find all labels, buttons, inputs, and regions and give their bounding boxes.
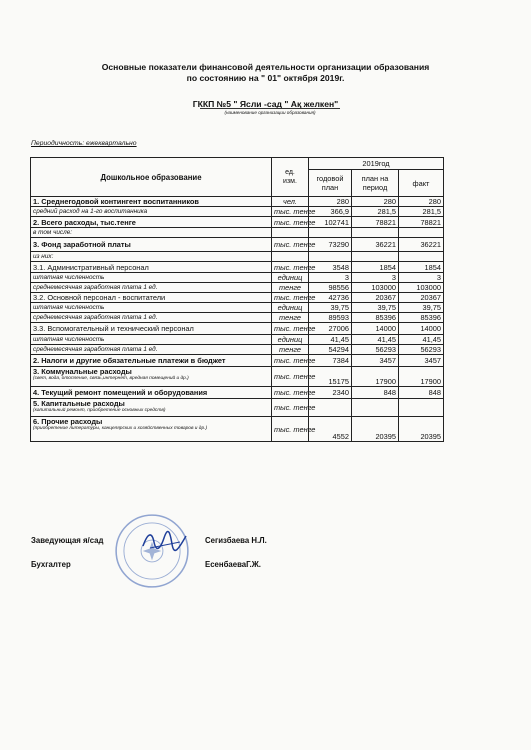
table-row [31, 323, 444, 335]
row-period-value: 20367 [352, 293, 399, 303]
row-period-value: 103000 [352, 283, 399, 293]
table-row [31, 273, 444, 283]
row-label: 3.1. Административный персонал [31, 262, 272, 273]
row-annual-value: 3 [309, 273, 352, 283]
table-header-row [31, 158, 444, 170]
row-fact-value: 103000 [399, 283, 444, 293]
row-annual-value: 280 [309, 197, 352, 207]
row-period-value: 3457 [352, 355, 399, 367]
row-fact-value: 20367 [399, 293, 444, 303]
table-row [31, 262, 444, 273]
row-unit: тыс. тенге [272, 238, 309, 252]
table-row [31, 293, 444, 303]
row-unit: тыс. тенге [272, 417, 309, 442]
row-fact-value: 36221 [399, 238, 444, 252]
row-fact-value [399, 252, 444, 262]
section-header: Дошкольное образование [31, 158, 272, 197]
title-line-1: Основные показатели финансовой деятельности организации образования [101, 62, 430, 72]
row-label: среднемесячная заработная плата 1 ед. [31, 313, 272, 323]
row-annual-value: 98556 [309, 283, 352, 293]
row-annual-value: 27006 [309, 323, 352, 335]
row-annual-value: 4552 [309, 417, 352, 442]
row-fact-value [399, 399, 444, 417]
row-unit: тенге [272, 345, 309, 355]
row-fact-value: 3 [399, 273, 444, 283]
head-name: Сегизбаева Н.Л. [205, 536, 267, 545]
row-fact-value: 41,45 [399, 335, 444, 345]
row-annual-value: 39,75 [309, 303, 352, 313]
table-row [31, 303, 444, 313]
row-label: 2. Всего расходы, тыс.тенге [31, 217, 272, 228]
row-annual-value: 73290 [309, 238, 352, 252]
table-row [31, 313, 444, 323]
row-fact-value: 85396 [399, 313, 444, 323]
table-row [31, 207, 444, 217]
row-unit: тыс. тенге [272, 399, 309, 417]
row-label [31, 399, 272, 417]
row-label: среднемесячная заработная плата 1 ед. [31, 283, 272, 293]
row-unit: единиц [272, 303, 309, 313]
row-period-value: 280 [352, 197, 399, 207]
row-fact-value: 280 [399, 197, 444, 207]
unit-header: ед. изм. [272, 158, 309, 197]
row-label: 3.2. Основной персонал - воспитатели [31, 293, 272, 303]
row-unit: тыс. тенге [272, 217, 309, 228]
row-label: в том числе: [31, 228, 272, 238]
row-period-value [352, 228, 399, 238]
table-body [31, 158, 444, 442]
row-label-note: (капитальный ремонт, приобретение основных средств) [33, 408, 166, 413]
row-label: из них: [31, 252, 272, 262]
row-fact-value: 20395 [399, 417, 444, 442]
row-label-note: (свет, вода, отопление, связь,интернет, вредная помещений и др.) [33, 376, 189, 381]
row-unit: тыс. тенге [272, 367, 309, 387]
accountant-name: ЕсенбаеваГ.Ж. [205, 560, 261, 569]
table-row [31, 417, 444, 442]
row-fact-value [399, 228, 444, 238]
table-row [31, 345, 444, 355]
row-unit: тыс. тенге [272, 293, 309, 303]
row-period-value: 17900 [352, 367, 399, 387]
row-unit: тыс. тенге [272, 355, 309, 367]
row-unit: тыс. тенге [272, 262, 309, 273]
row-period-value: 20395 [352, 417, 399, 442]
row-label-note: (приобретение литературы, канцелярских и хозяйственных товаров и др.) [33, 426, 208, 431]
row-period-value [352, 399, 399, 417]
table-row [31, 197, 444, 207]
table-row [31, 335, 444, 345]
row-period-value: 14000 [352, 323, 399, 335]
table-row [31, 228, 444, 238]
row-annual-value: 2340 [309, 387, 352, 399]
row-fact-value: 14000 [399, 323, 444, 335]
row-period-value: 848 [352, 387, 399, 399]
row-label: 3.3. Вспомогательный и технический персонал [31, 323, 272, 335]
organization-caption: (наименование организации образования) [200, 108, 340, 115]
row-period-value: 56293 [352, 345, 399, 355]
row-fact-value: 17900 [399, 367, 444, 387]
row-unit: чел. [272, 197, 309, 207]
accountant-title: Бухгалтер [31, 560, 71, 569]
periodicity-label: Периодичность: ежеквартально [31, 140, 137, 147]
organization-name: ГККП №5 " Ясли -сад " Ақ желкен" [192, 99, 339, 109]
row-fact-value: 78821 [399, 217, 444, 228]
row-annual-value: 41,45 [309, 335, 352, 345]
row-unit: тыс. тенге [272, 387, 309, 399]
fact-header: факт [399, 170, 444, 197]
row-label: 2. Налоги и другие обязательные платежи в бюджет [31, 355, 272, 367]
row-label: 1. Среднегодовой контингент воспитанников [31, 197, 272, 207]
table-row [31, 252, 444, 262]
table-row [31, 399, 444, 417]
financial-indicators-table [30, 157, 444, 442]
head-title: Заведующая я/сад [31, 536, 104, 545]
row-period-value: 78821 [352, 217, 399, 228]
row-annual-value [309, 252, 352, 262]
row-unit: тыс. тенге [272, 207, 309, 217]
handwritten-signature-icon [140, 528, 190, 554]
row-fact-value: 848 [399, 387, 444, 399]
row-label: 3. Фонд заработной платы [31, 238, 272, 252]
table-row [31, 283, 444, 293]
row-annual-value: 42736 [309, 293, 352, 303]
annual-plan-header: годовой план [309, 170, 352, 197]
row-label [31, 417, 272, 442]
row-fact-value: 56293 [399, 345, 444, 355]
row-period-value [352, 252, 399, 262]
row-unit [272, 252, 309, 262]
document-title [0, 62, 531, 84]
title-line-2: по состоянию на " 01" октября 2019г. [186, 73, 345, 83]
row-label: средний расход на 1-го воспитанника [31, 207, 272, 217]
table-row [31, 387, 444, 399]
row-unit: тенге [272, 283, 309, 293]
row-unit [272, 228, 309, 238]
row-unit: тыс. тенге [272, 323, 309, 335]
row-period-value: 36221 [352, 238, 399, 252]
row-unit: единиц [272, 273, 309, 283]
row-label: штатная численность [31, 303, 272, 313]
row-fact-value: 1854 [399, 262, 444, 273]
row-annual-value: 54294 [309, 345, 352, 355]
row-annual-value: 3548 [309, 262, 352, 273]
row-annual-value: 366,9 [309, 207, 352, 217]
row-period-value: 41,45 [352, 335, 399, 345]
row-fact-value: 281,5 [399, 207, 444, 217]
table-row [31, 355, 444, 367]
row-label-main: 6. Прочие расходы [33, 417, 103, 426]
row-period-value: 281,5 [352, 207, 399, 217]
row-period-value: 39,75 [352, 303, 399, 313]
row-label: штатная численность [31, 273, 272, 283]
row-period-value: 3 [352, 273, 399, 283]
row-annual-value: 15175 [309, 367, 352, 387]
row-unit: тенге [272, 313, 309, 323]
row-fact-value: 39,75 [399, 303, 444, 313]
row-period-value: 1854 [352, 262, 399, 273]
row-annual-value [309, 228, 352, 238]
table-row [31, 217, 444, 228]
row-fact-value: 3457 [399, 355, 444, 367]
table-row [31, 238, 444, 252]
row-annual-value: 102741 [309, 217, 352, 228]
row-unit: единиц [272, 335, 309, 345]
row-label: среднемесячная заработная плата 1 ед. [31, 345, 272, 355]
row-annual-value: 89593 [309, 313, 352, 323]
table-row [31, 367, 444, 387]
row-label: 4. Текущий ремонт помещений и оборудования [31, 387, 272, 399]
row-label: штатная численность [31, 335, 272, 345]
period-plan-header: план на период [352, 170, 399, 197]
row-label-main: 5. Капитальные расходы [33, 399, 125, 408]
row-annual-value: 7384 [309, 355, 352, 367]
row-label [31, 367, 272, 387]
year-header: 2019год [309, 158, 444, 170]
row-label-main: 3. Коммунальные расходы [33, 367, 132, 376]
row-period-value: 85396 [352, 313, 399, 323]
